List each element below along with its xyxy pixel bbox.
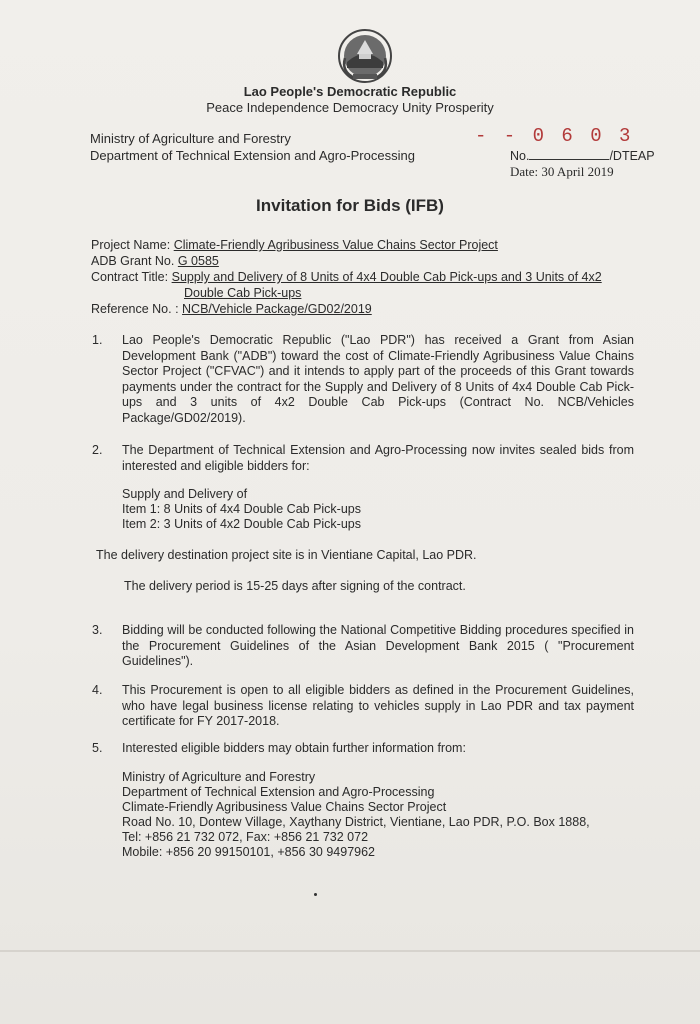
grant-value: G 0585 — [177, 254, 219, 268]
no-suffix: /DTEAP — [609, 149, 655, 163]
paragraph-5-number: 5. — [92, 741, 103, 755]
item-1: Item 1: 8 Units of 4x4 Double Cab Pick-ups — [122, 502, 362, 516]
paper-fold-line — [0, 950, 700, 952]
contact-line-4: Road No. 10, Dontew Village, Xaythany District, Vientiane, Lao PDR, P.O. Box 1888, — [122, 815, 590, 829]
paragraph-5: Interested eligible bidders may obtain further information from: — [122, 741, 466, 755]
contact-line-5: Tel: +856 21 732 072, Fax: +856 21 732 072 — [122, 830, 369, 844]
country-name: Lao People's Democratic Republic — [243, 84, 457, 99]
project-name-line — [91, 238, 498, 252]
department-name: Department of Technical Extension and Agro-Processing — [90, 148, 415, 163]
item-2: Item 2: 3 Units of 4x2 Double Cab Pick-ups — [122, 517, 362, 531]
no-blank-line — [529, 148, 609, 160]
no-label: No. — [510, 149, 530, 163]
project-name-value: Climate-Friendly Agribusiness Value Chains Sector Project — [173, 238, 498, 252]
supply-heading: Supply and Delivery of — [122, 487, 248, 501]
project-name-label: Project Name: — [91, 238, 171, 252]
grant-line — [91, 254, 219, 268]
ministry-name: Ministry of Agriculture and Forestry — [90, 131, 291, 146]
contract-title-continued: Double Cab Pick-ups — [184, 286, 302, 300]
contact-line-2: Department of Technical Extension and Agro-Processing — [122, 785, 435, 799]
paragraph-1: Lao People's Democratic Republic ("Lao PDR") has received a Grant from Asian Development Bank ("ADB") toward the cost of Climate-Friendly Agribusiness Value Chains Sector Project ("CFVAC") and it intends to apply part of the proceeds of this Grant towards payments under the contract for the Supply and Delivery of 8 Units of 4x4 Double Cab Pick-ups and 3 units of 4x2 Double Cab Pick-ups (Contract No. NCB/Vehicles Package/GD02/2019). — [122, 333, 634, 425]
contact-line-1: Ministry of Agriculture and Forestry — [122, 770, 316, 784]
contract-title-line — [91, 270, 602, 284]
paragraph-4-number: 4. — [92, 683, 103, 697]
reference-number-line — [510, 148, 655, 163]
document-date: Date: 30 April 2019 — [510, 164, 614, 179]
paragraph-2: The Department of Technical Extension and Agro-Processing now invites sealed bids from interested and eligible bidders for: — [122, 443, 634, 473]
contract-title-label: Contract Title: — [91, 270, 169, 284]
delivery-site: The delivery destination project site is in Vientiane Capital, Lao PDR. — [96, 548, 477, 562]
grant-label: ADB Grant No. — [91, 254, 175, 268]
lao-national-emblem-icon — [337, 28, 393, 84]
paragraph-3-number: 3. — [92, 623, 103, 637]
document-title: Invitation for Bids (IFB) — [256, 196, 444, 215]
paragraph-2-number: 2. — [92, 443, 103, 457]
delivery-period: The delivery period is 15-25 days after signing of the contract. — [124, 579, 466, 593]
paragraph-1-number: 1. — [92, 333, 103, 347]
paragraph-3: Bidding will be conducted following the National Competitive Bidding procedures specified in the Procurement Guidelines of the Asian Development Bank 2015 ( "Procurement Guidelines"). — [122, 623, 634, 669]
reference-line — [91, 302, 372, 316]
ink-dot — [314, 893, 317, 896]
reference-value: NCB/Vehicle Package/GD02/2019 — [182, 302, 372, 316]
contact-line-6: Mobile: +856 20 99150101, +856 30 9497962 — [122, 845, 376, 859]
contact-line-3: Climate-Friendly Agribusiness Value Chains Sector Project — [122, 800, 447, 814]
reference-label: Reference No. : — [91, 302, 179, 316]
national-motto: Peace Independence Democracy Unity Prosperity — [206, 100, 494, 115]
contract-title-value: Supply and Delivery of 8 Units of 4x4 Double Cab Pick-ups and 3 Units of 4x2 — [171, 270, 602, 284]
stamp-number: - - 0 6 0 3 — [475, 125, 634, 147]
paragraph-4: This Procurement is open to all eligible bidders as defined in the Procurement Guidelines, who have legal business license relating to vehicles supply in Lao PDR and tax payment certificate for FY 2017-2018. — [122, 683, 634, 729]
